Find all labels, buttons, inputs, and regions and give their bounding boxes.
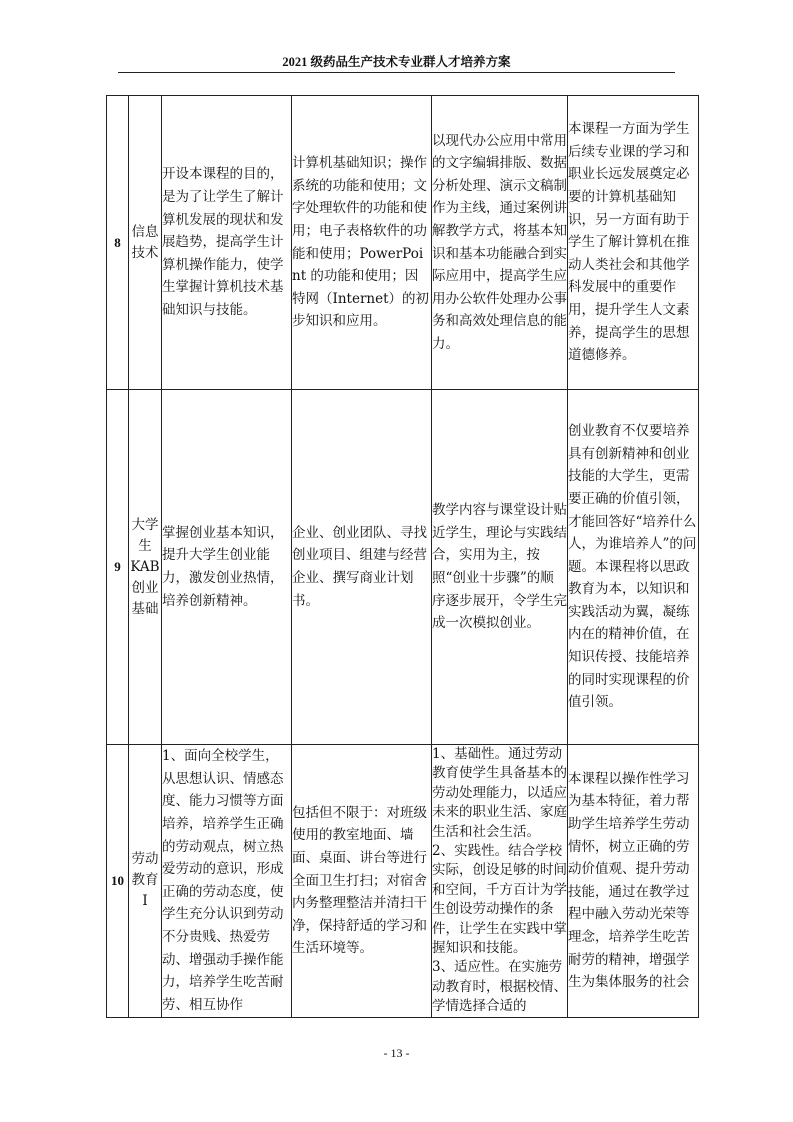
course-table xyxy=(106,95,699,1018)
table-row xyxy=(107,390,699,745)
teaching-requirement: 教学内容与课堂设计贴近学生，理论与实践结合，实用为主，按照“创业十步骤”的顺序逐步展开，令学生完成一次模拟创业。 xyxy=(432,390,568,745)
row-number: 8 xyxy=(107,96,129,390)
ideological-education: 创业教育不仅要培养具有创新精神和创业技能的大学生，更需要正确的价值引领，才能回答好“培养什么人，为谁培养人”的问题。本课程将以思政教育为本，以知识和实践活动为翼，凝练内在的精神价值，在知识传授、技能培养的同时实现课程的价值引领。 xyxy=(568,390,699,745)
table-row xyxy=(107,96,699,390)
course-content: 企业、创业团队、寻找创业项目、组建与经营企业、撰写商业计划书。 xyxy=(292,390,432,745)
teaching-requirement: 以现代办公应用中常用的文字编辑排版、数据分析处理、演示文稿制作为主线，通过案例讲解教学方式，将基本知识和基本功能融合到实际应用中，提高学生应用办公软件处理办公事务和高效处理信息的能力。 xyxy=(432,96,568,390)
row-number: 10 xyxy=(107,745,129,1018)
ideological-education: 本课程以操作性学习为基本特征，着力帮助学生培养学生劳动情怀，树立正确的劳动价值观、提升劳动技能，通过在教学过程中融入劳动光荣等理念，培养学生吃苦耐劳的精神，增强学生为集体服务的社会 xyxy=(568,745,699,1018)
course-objective: 掌握创业基本知识，提升大学生创业能力，激发创业热情，培养创新精神。 xyxy=(162,390,292,745)
course-content: 包括但不限于：对班级使用的教室地面、墙面、桌面、讲台等进行全面卫生打扫；对宿舍内务整理整洁并清扫干净，保持舒适的学习和生活环境等。 xyxy=(292,745,432,1018)
course-name: 信息 技术 xyxy=(129,96,162,390)
course-content: 计算机基础知识；操作系统的功能和使用；文字处理软件的功能和使用；电子表格软件的功能和使用；PowerPoint 的功能和使用；因特网（Internet）的初步知识和应用。 xyxy=(292,96,432,390)
header-divider xyxy=(118,72,675,73)
course-name: 大学 生 KAB 创业 基础 xyxy=(129,390,162,745)
document-header: 2021 级药品生产技术专业群人才培养方案 xyxy=(282,55,511,69)
course-objective: 开设本课程的目的，是为了让学生了解计算机发展的现状和发展趋势，提高学生计算机操作能力，使学生掌握计算机技术基础知识与技能。 xyxy=(162,96,292,390)
table-row xyxy=(107,745,699,1018)
ideological-education: 本课程一方面为学生后续专业课的学习和职业长远发展奠定必要的计算机基础知识，另一方面有助于学生了解计算机在推动人类社会和其他学科发展中的重要作用，提升学生人文素养，提高学生的思想道德修养。 xyxy=(568,96,699,390)
row-number: 9 xyxy=(107,390,129,745)
course-objective: 1、面向全校学生，从思想认识、情感态度、能力习惯等方面培养，培养学生正确的劳动观点，树立热爱劳动的意识，形成正确的劳动态度，使学生充分认识到劳动不分贵贱、热爱劳动、增强动手操作能力，培养学生吃苦耐劳、相互协作 xyxy=(162,745,292,1018)
page-number: - 13 - xyxy=(383,1046,410,1060)
teaching-requirement: 1、基础性。通过劳动教育使学生具备基本的劳动处理能力，以适应未来的职业生活、家庭生活和社会生活。 2、实践性。结合学校实际，创设足够的时间和空间，千方百计为学生创设劳动操作的条件，让学生在实践中掌握知识和技能。 3、适应性。在实施劳动教育时，根据校情、学情选择合适的 xyxy=(432,745,568,1018)
course-name: 劳动 教育 Ⅰ xyxy=(129,745,162,1018)
